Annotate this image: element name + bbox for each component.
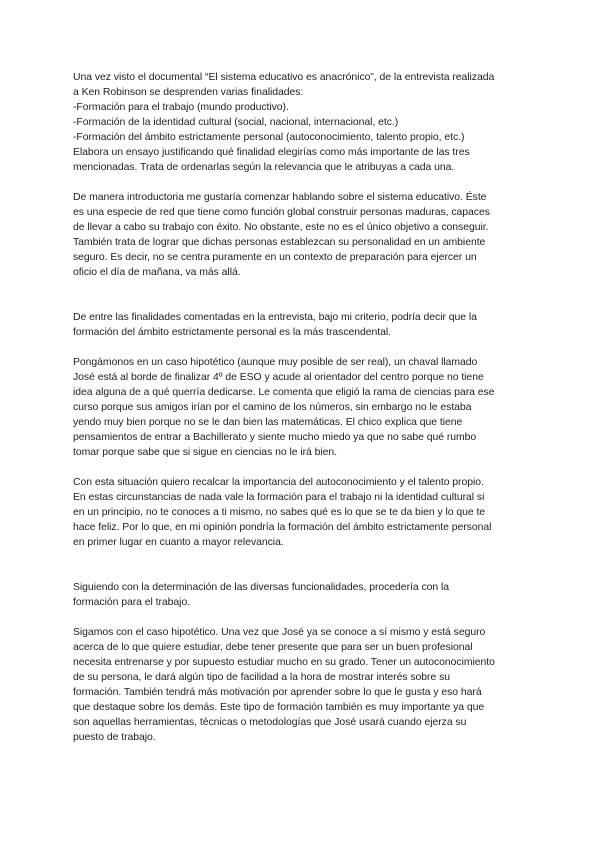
text-line: son aquellas herramientas, técnicas o metodologías que José usará cuando ejerza su [73, 717, 467, 728]
text-line: pensamientos de entrar a Bachillerato y siente mucho miedo ya que no sabe qué rumbo [73, 432, 477, 443]
paragraph-thesis [73, 310, 529, 340]
text-line: También trata de lograr que dichas personas establezcan su personalidad en un ambiente [73, 237, 486, 248]
paragraph-hypothetical-case [73, 355, 529, 460]
text-line: en primer lugar en cuanto a mayor relevancia. [73, 537, 284, 548]
text-line: yendo muy bien porque no se le dan bien las matemáticas. El chico explica que tiene [73, 417, 463, 428]
text-line: José está al borde de finalizar 4º de ESO y acude al orientador del centro porque no tiene [73, 372, 484, 383]
text-line: Elabora un ensayo justificando qué finalidad elegirías como más importante de las tres [73, 147, 470, 158]
text-line: formación. También tendrá más motivación por aprender sobre lo que le gusta y eso hará [73, 687, 482, 698]
text-line: tomar porque sabe que si sigue en ciencias no le irá bien. [73, 447, 338, 458]
text-line: mencionadas. Trata de ordenarlas según la relevancia que le atribuyas a cada una. [73, 162, 455, 173]
text-line: puesto de trabajo. [73, 732, 156, 743]
text-line: Pongámonos en un caso hipotético (aunque muy posible de ser real), un chaval llamado [73, 357, 478, 368]
text-line: De entre las finalidades comentadas en la entrevista, bajo mi criterio, podría decir que la [73, 312, 477, 323]
list-item: -Formación del ámbito estrictamente personal (autoconocimiento, talento propio, etc.) [73, 132, 465, 143]
text-line: formación del ámbito estrictamente personal es la más trascendental. [73, 327, 392, 338]
text-line: formación para el trabajo. [73, 597, 191, 608]
text-line: Sigamos con el caso hipotético. Una vez que José ya se conoce a sí mismo y está seguro [73, 627, 486, 638]
paragraph-case-continued [73, 625, 529, 745]
paragraph-spacer [73, 460, 529, 475]
text-line: es una especie de red que tiene como función global construir personas maduras, capaces [73, 207, 490, 218]
text-line: Con esta situación quiero recalcar la importancia del autoconocimiento y el talento propio. [73, 477, 484, 488]
paragraph-spacer [73, 610, 529, 625]
text-line: Una vez visto el documental “El sistema educativo es anacrónico”, de la entrevista realizada [73, 72, 495, 83]
text-line: a Ken Robinson se desprenden varias finalidades: [73, 87, 304, 98]
text-line: acerca de lo que quiere estudiar, debe tener presente que para ser un buen profesional [73, 642, 473, 653]
list-item: -Formación de la identidad cultural (social, nacional, internacional, etc.) [73, 117, 399, 128]
text-line: en un principio, no te conoces a ti mismo, no sabes qué es lo que se te da bien y lo que te [73, 507, 486, 518]
text-line: necesita entrenarse y por supuesto estudiar mucho en su grado. Tener un autoconocimiento [73, 657, 495, 668]
text-line: seguro. Es decir, no se centra puramente en un contexto de preparación para ejercer un [73, 252, 477, 263]
text-line: idea alguna de a qué querría dedicarse. Le comenta que eligió la rama de ciencias para ese [73, 387, 495, 398]
text-line: hace feliz. Por lo que, en mi opinión pondría la formación del ámbito estrictamente personal [73, 522, 492, 533]
text-line: que destaque sobre los demás. Este tipo de formación también es muy importante ya que [73, 702, 485, 713]
text-line: De manera introductoria me gustaría comenzar hablando sobre el sistema educativo. Éste [73, 192, 487, 203]
text-line: oficio el día de mañana, va más allá. [73, 267, 241, 278]
list-item: -Formación para el trabajo (mundo productivo). [73, 102, 289, 113]
paragraph-spacer [73, 550, 529, 580]
text-line: Siguiendo con la determinación de las diversas funcionalidades, procedería con la [73, 582, 449, 593]
assignment-prompt [73, 70, 529, 175]
paragraph-spacer [73, 340, 529, 355]
paragraph-spacer [73, 175, 529, 190]
paragraph-spacer [73, 280, 529, 310]
document-body [73, 70, 529, 745]
paragraph-self-knowledge [73, 475, 529, 550]
text-line: de su persona, le dará algún tipo de facilidad a la hora de mostrar interés sobre su [73, 672, 450, 683]
paragraph-work-training [73, 580, 529, 610]
text-line: curso porque sus amigos irían por el camino de los números, sin embargo no le estaba [73, 402, 472, 413]
paragraph-introduction [73, 190, 529, 280]
text-line: de llevar a cabo su trabajo con éxito. No obstante, este no es el único objetivo a conseguir. [73, 222, 489, 233]
text-line: En estas circunstancias de nada vale la formación para el trabajo ni la identidad cultural si [73, 492, 485, 503]
